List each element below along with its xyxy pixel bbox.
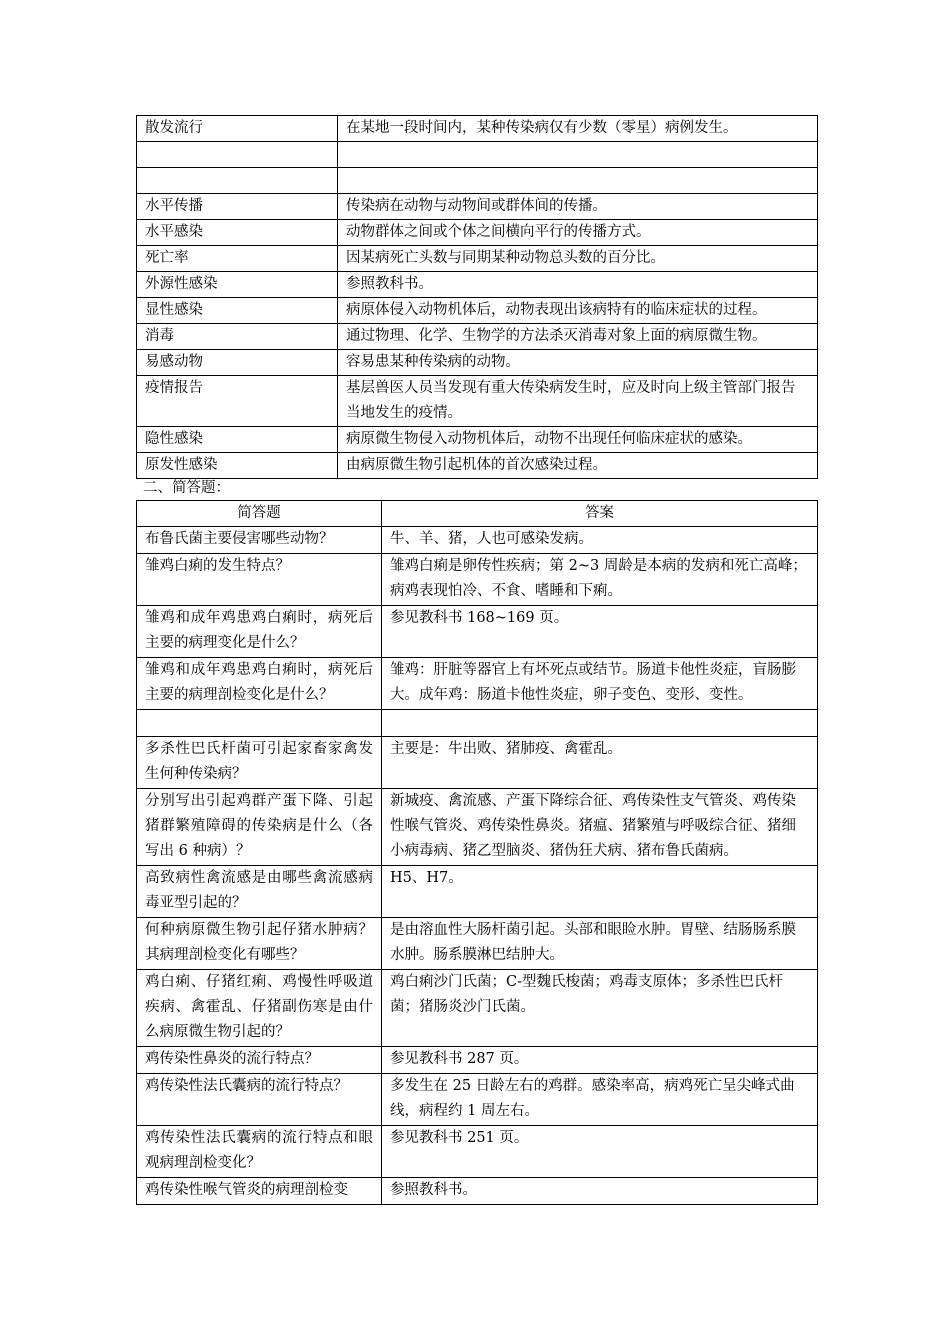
table-row — [137, 1126, 818, 1178]
definition-cell: 病原体侵入动物机体后，动物表现出该病特有的临床症状的过程。 — [338, 298, 818, 324]
question-cell: 鸡传染性鼻炎的流行特点？ — [137, 1047, 382, 1074]
answer-cell: 参见教科书 168~169 页。 — [382, 606, 818, 658]
answer-cell: 主要是：牛出败、猪肺疫、禽霍乱。 — [382, 737, 818, 789]
answer-cell: 参见教科书 287 页。 — [382, 1047, 818, 1074]
answer-cell: 新城疫、禽流感、产蛋下降综合征、鸡传染性支气管炎、鸡传染性喉气管炎、鸡传染性鼻炎。猪瘟、猪繁殖与呼吸综合征、猪细小病毒病、猪乙型脑炎、猪伪狂犬病、猪布鲁氏菌病。 — [382, 789, 818, 866]
term-cell: 疫情报告 — [137, 376, 338, 427]
table-row — [137, 453, 818, 479]
table-row — [137, 246, 818, 272]
table-row — [137, 789, 818, 866]
definition-cell — [338, 168, 818, 194]
term-cell: 显性感染 — [137, 298, 338, 324]
answer-cell: 鸡白痢沙门氏菌；C-型魏氏梭菌；鸡毒支原体；多杀性巴氏杆菌；猪肠炎沙门氏菌。 — [382, 970, 818, 1047]
table-row — [137, 970, 818, 1047]
table-row — [137, 220, 818, 246]
definition-cell: 由病原微生物引起机体的首次感染过程。 — [338, 453, 818, 479]
question-cell: 雏鸡白痢的发生特点？ — [137, 554, 382, 606]
definition-cell: 因某病死亡头数与同期某种动物总头数的百分比。 — [338, 246, 818, 272]
term-cell: 散发流行 — [137, 116, 338, 142]
definition-cell: 动物群体之间或个体之间横向平行的传播方式。 — [338, 220, 818, 246]
answer-cell: H5、H7。 — [382, 866, 818, 918]
definition-cell: 参照教科书。 — [338, 272, 818, 298]
table-row — [137, 168, 818, 194]
question-cell: 鸡传染性喉气管炎的病理剖检变 — [137, 1178, 382, 1205]
table-row — [137, 427, 818, 453]
definition-cell: 病原微生物侵入动物机体后，动物不出现任何临床症状的感染。 — [338, 427, 818, 453]
definition-cell: 传染病在动物与动物间或群体间的传播。 — [338, 194, 818, 220]
term-cell — [137, 168, 338, 194]
table-row — [137, 710, 818, 737]
question-cell: 分别写出引起鸡群产蛋下降、引起猪群繁殖障碍的传染病是什么（各写出 6 种病）？ — [137, 789, 382, 866]
table-row — [137, 324, 818, 350]
term-cell: 外源性感染 — [137, 272, 338, 298]
answer-cell: 牛、羊、猪，人也可感染发病。 — [382, 527, 818, 554]
question-cell: 布鲁氏菌主要侵害哪些动物？ — [137, 527, 382, 554]
term-cell: 易感动物 — [137, 350, 338, 376]
term-cell: 水平感染 — [137, 220, 338, 246]
answer-cell: 参见教科书 251 页。 — [382, 1126, 818, 1178]
answer-cell: 参照教科书。 — [382, 1178, 818, 1205]
question-cell: 高致病性禽流感是由哪些禽流感病毒亚型引起的？ — [137, 866, 382, 918]
table-row — [137, 1047, 818, 1074]
table-row — [137, 527, 818, 554]
table-row — [137, 918, 818, 970]
table-row — [137, 298, 818, 324]
table-row — [137, 554, 818, 606]
table-row — [137, 737, 818, 789]
definition-cell: 基层兽医人员当发现有重大传染病发生时，应及时向上级主管部门报告当地发生的疫情。 — [338, 376, 818, 427]
question-cell: 雏鸡和成年鸡患鸡白痢时，病死后主要的病理变化是什么？ — [137, 606, 382, 658]
question-cell: 多杀性巴氏杆菌可引起家畜家禽发生何种传染病？ — [137, 737, 382, 789]
term-cell: 原发性感染 — [137, 453, 338, 479]
table-row — [137, 194, 818, 220]
question-cell — [137, 710, 382, 737]
question-cell: 鸡传染性法氏囊病的流行特点？ — [137, 1074, 382, 1126]
answer-cell — [382, 710, 818, 737]
question-cell: 鸡白痢、仔猪红痢、鸡慢性呼吸道疾病、禽霍乱、仔猪副伤寒是由什么病原微生物引起的？ — [137, 970, 382, 1047]
table-row — [137, 658, 818, 710]
question-cell: 何种病原微生物引起仔猪水肿病？其病理剖检变化有哪些？ — [137, 918, 382, 970]
table-row — [137, 350, 818, 376]
table-row — [137, 142, 818, 168]
terms-table — [136, 115, 818, 479]
term-cell: 死亡率 — [137, 246, 338, 272]
definition-cell: 通过物理、化学、生物学的方法杀灭消毒对象上面的病原微生物。 — [338, 324, 818, 350]
table-row — [137, 606, 818, 658]
table-row — [137, 272, 818, 298]
answer-cell: 是由溶血性大肠杆菌引起。头部和眼睑水肿。胃壁、结肠肠系膜水肿。肠系膜淋巴结肿大。 — [382, 918, 818, 970]
question-cell: 鸡传染性法氏囊病的流行特点和眼观病理剖检变化？ — [137, 1126, 382, 1178]
section-heading: 二、简答题： — [143, 480, 230, 496]
question-cell: 雏鸡和成年鸡患鸡白痢时，病死后主要的病理剖检变化是什么？ — [137, 658, 382, 710]
table-row — [137, 376, 818, 427]
definition-cell — [338, 142, 818, 168]
answer-cell: 多发生在 25 日龄左右的鸡群。感染率高，病鸡死亡呈尖峰式曲线，病程约 1 周左右。 — [382, 1074, 818, 1126]
table-row — [137, 116, 818, 142]
table-header-row — [137, 501, 818, 527]
table-row — [137, 866, 818, 918]
question-column-header: 简答题 — [137, 501, 382, 527]
qa-table — [136, 500, 818, 1205]
definition-cell: 容易患某种传染病的动物。 — [338, 350, 818, 376]
term-cell: 水平传播 — [137, 194, 338, 220]
answer-column-header: 答案 — [382, 501, 818, 527]
table-row — [137, 1074, 818, 1126]
term-cell — [137, 142, 338, 168]
answer-cell: 雏鸡白痢是卵传性疾病；第 2~3 周龄是本病的发病和死亡高峰；病鸡表现怕冷、不食、嗜睡和下痢。 — [382, 554, 818, 606]
answer-cell: 雏鸡：肝脏等器官上有坏死点或结节。肠道卡他性炎症，盲肠膨大。成年鸡：肠道卡他性炎症，卵子变色、变形、变性。 — [382, 658, 818, 710]
definition-cell: 在某地一段时间内，某种传染病仅有少数（零星）病例发生。 — [338, 116, 818, 142]
term-cell: 消毒 — [137, 324, 338, 350]
term-cell: 隐性感染 — [137, 427, 338, 453]
table-row — [137, 1178, 818, 1205]
